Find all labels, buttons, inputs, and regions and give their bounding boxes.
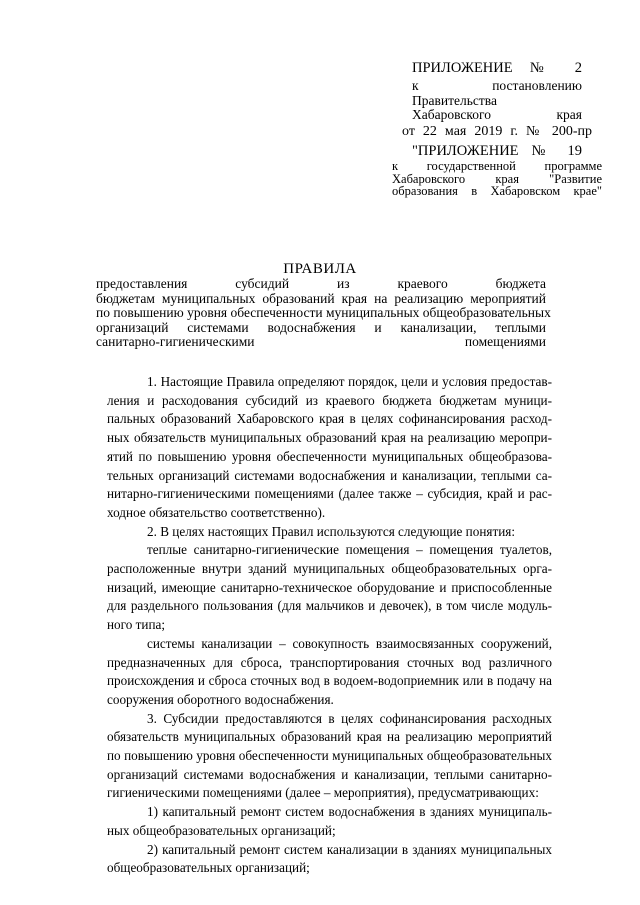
appendix-2-heading: ПРИЛОЖЕНИЕ № 2 [412, 60, 582, 76]
paragraph-line: происхождения и сброса сточных вод в водоем-водоприемник или в подачу на [107, 673, 552, 689]
paragraph-line: низаций, имеющие санитарно-техническое оборудование и приспособленные [107, 579, 552, 595]
paragraph-line: расположенные внутри зданий муниципальных общеобразовательных орга- [107, 561, 552, 577]
paragraph-line: тельных организаций системами водоснабжения и канализации, теплыми са- [107, 467, 552, 483]
paragraph-line: предназначенных для сброса, транспортирования сточных вод различного [107, 654, 552, 670]
paragraph-line: теплые санитарно-гигиенические помещения – помещения туалетов, [147, 542, 552, 558]
paragraph-line: обязательств муниципальных образований края на реализацию мероприятий [107, 729, 552, 745]
paragraph-line: ходное обязательство соответственно). [107, 504, 326, 520]
paragraph-line: ятий по повышению уровня обеспеченности муниципальных общеобразова- [107, 448, 552, 464]
paragraph-line: гигиеническими помещениями (далее – мероприятия), предусматривающих: [107, 785, 539, 801]
paragraph-line: 2) капитальный ремонт систем канализации в зданиях муниципальных [147, 841, 552, 857]
paragraph-line: 1. Настоящие Правила определяют порядок, цели и условия предостав- [147, 374, 552, 389]
paragraph [107, 841, 552, 878]
paragraph-line: для раздельного пользования (для мальчиков и девочек), в том числе модуль- [107, 598, 552, 614]
paragraph-line: ного типа; [107, 617, 166, 633]
program-reference: к государственной программе Хабаровского края "Развитие образования в Хабаровском крае" [392, 159, 602, 198]
paragraph-line: ных общеобразовательных организаций; [107, 822, 336, 838]
paragraph-line: нитарно-гигиеническими помещениями (далее также – субсидия, край и рас- [107, 486, 552, 502]
paragraph-line: ления и расходования субсидий из краевого бюджета бюджетам муници- [107, 392, 552, 408]
paragraph-line: по повышению уровня обеспеченности муниципальных общеобразовательных [107, 748, 552, 764]
document-title: ПРАВИЛА [283, 261, 357, 277]
paragraph [107, 373, 552, 523]
document-subtitle: предоставления субсидий из краевого бюджета бюджетам муниципальных образований края на реализацию мероприятий по повышению уровня обеспеченности муниципальных общеобразовательных организаций системами водоснабжения и канализации, теплыми санитарно-гигиеническими помещениями [96, 276, 551, 350]
resolution-date-number: от 22 мая 2019 г. № 200-пр [402, 124, 592, 139]
paragraph [107, 803, 552, 840]
paragraph [107, 523, 552, 542]
paragraph-line: пальных образований Хабаровского края в целях софинансирования расход- [107, 411, 552, 427]
paragraph-line: ных обязательств муниципальных образований края на реализацию меропри- [107, 430, 552, 446]
paragraph-line: сооружения оборотного водоснабжения. [107, 691, 334, 707]
paragraph-line: 1) капитальный ремонт систем водоснабжения в зданиях муниципаль- [147, 804, 552, 820]
paragraph-line: 3. Субсидии предоставляются в целях софинансирования расходных [147, 710, 552, 726]
paragraph-line: общеобразовательных организаций; [107, 860, 310, 876]
paragraph [107, 635, 552, 710]
document-body [107, 373, 552, 878]
paragraph [107, 710, 552, 804]
appendix-19-heading: "ПРИЛОЖЕНИЕ № 19 [412, 143, 582, 159]
paragraph-line: системы канализации – совокупность взаимосвязанных сооружений, [147, 635, 552, 651]
paragraph-line: 2. В целях настоящих Правил используются следующие понятия: [147, 523, 516, 539]
resolution-reference: к постановлению Правительства Хабаровского края [412, 78, 582, 122]
paragraph [107, 541, 552, 635]
paragraph-line: организаций системами водоснабжения и канализации, теплыми санитарно- [107, 766, 552, 782]
